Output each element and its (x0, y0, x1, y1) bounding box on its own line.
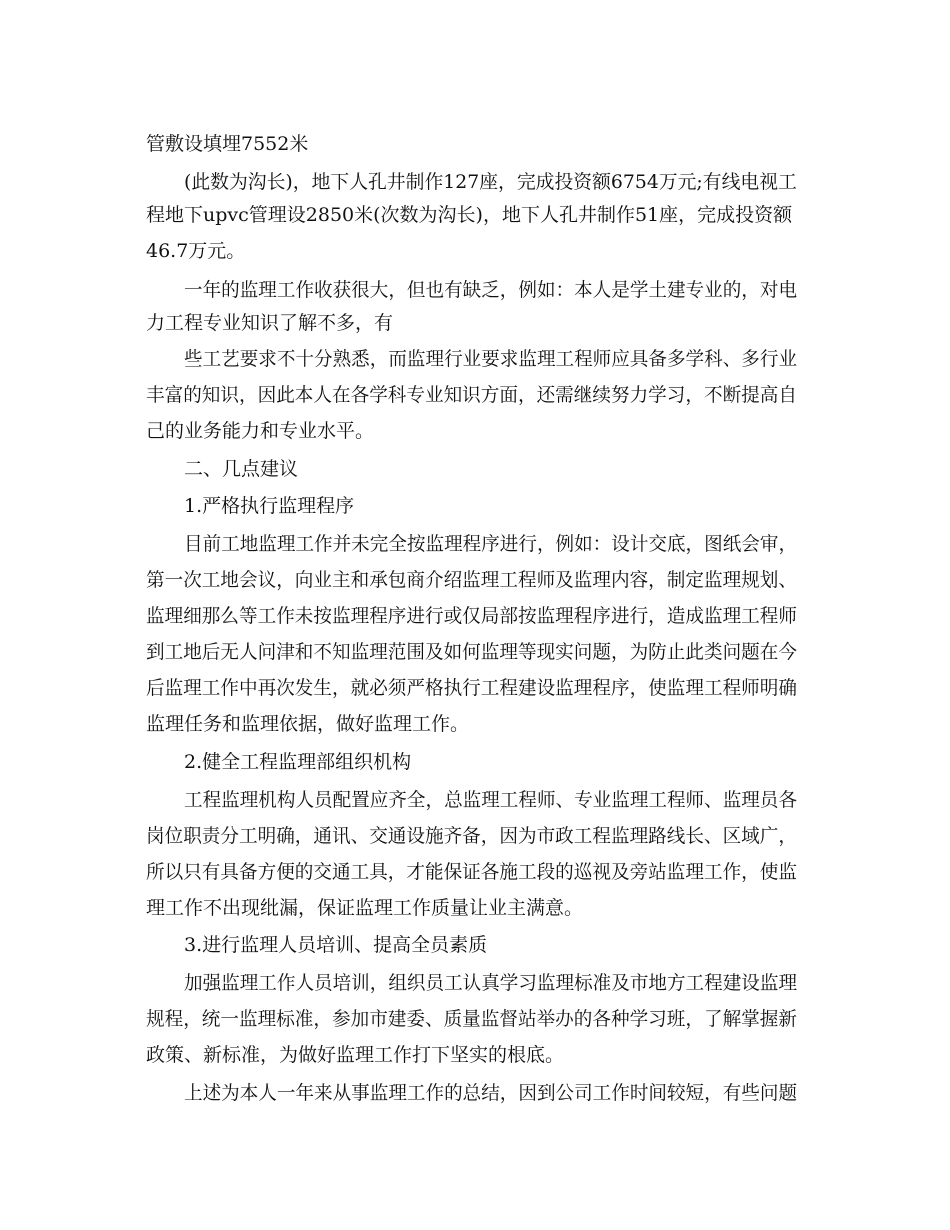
text-line: 监理任务和监理依据，做好监理工作。 (146, 713, 470, 735)
text-line: 管敷设填埋7552米 (146, 133, 309, 155)
text-line: 一年的监理工作收获很大，但也有缺乏，例如：本人是学土建专业的，对电 (184, 279, 798, 301)
text-line: 上述为本人一年来从事监理工作的总结，因到公司工作时间较短，有些问题 (184, 1082, 798, 1104)
text-line: 第一次工地会议，向业主和承包商介绍监理工程师及监理内容，制定监理规划、 (146, 569, 797, 591)
text-line: 规程，统一监理标准，参加市建委、质量监督站举办的各种学习班，了解掌握新 (146, 1008, 797, 1030)
text-line: 后监理工作中再次发生，就必须严格执行工程建设监理程序，使监理工程师明确 (146, 677, 797, 699)
text-line: 丰富的知识，因此本人在各学科专业知识方面，还需继续努力学习，不断提高自 (146, 384, 797, 406)
text-line: 己的业务能力和专业水平。 (146, 420, 375, 442)
text-line: 程地下upvc管理设2850米(次数为沟长)，地下人孔井制作51座，完成投资额 (146, 204, 793, 226)
text-line: 到工地后无人问津和不知监理范围及如何监理等现实问题，为防止此类问题在今 (146, 641, 797, 663)
section-heading: 二、几点建议 (184, 458, 299, 480)
text-line: 所以只有具备方便的交通工具，才能保证各施工段的巡视及旁站监理工作，使监 (146, 861, 797, 883)
text-line: 岗位职责分工明确，通讯、交通设施齐备，因为市政工程监理路线长、区域广， (146, 825, 797, 847)
text-line: 46.7万元。 (146, 240, 246, 262)
text-line: 工程监理机构人员配置应齐全，总监理工程师、专业监理工程师、监理员各 (184, 789, 798, 811)
text-line: 力工程专业知识了解不多，有 (146, 312, 394, 334)
subsection-heading: 2.健全工程监理部组织机构 (184, 751, 412, 773)
text-line: 理工作不出现纰漏，保证监理工作质量让业主满意。 (146, 897, 584, 919)
text-line: 加强监理工作人员培训，组织员工认真学习监理标准及市地方工程建设监理 (184, 972, 798, 994)
text-line: 目前工地监理工作并未完全按监理程序进行，例如：设计交底，图纸会审， (184, 533, 798, 555)
text-line: 些工艺要求不十分熟悉，而监理行业要求监理工程师应具备多学科、多行业 (184, 348, 798, 370)
subsection-heading: 1.严格执行监理程序 (184, 495, 355, 517)
text-line: (此数为沟长)，地下人孔井制作127座，完成投资额6754万元;有线电视工 (184, 171, 797, 193)
text-line: 监理细那么等工作未按监理程序进行或仅局部按监理程序进行，造成监理工程师 (146, 605, 797, 627)
subsection-heading: 3.进行监理人员培训、提高全员素质 (184, 934, 488, 956)
text-line: 政策、新标准，为做好监理工作打下坚实的根底。 (146, 1044, 565, 1066)
